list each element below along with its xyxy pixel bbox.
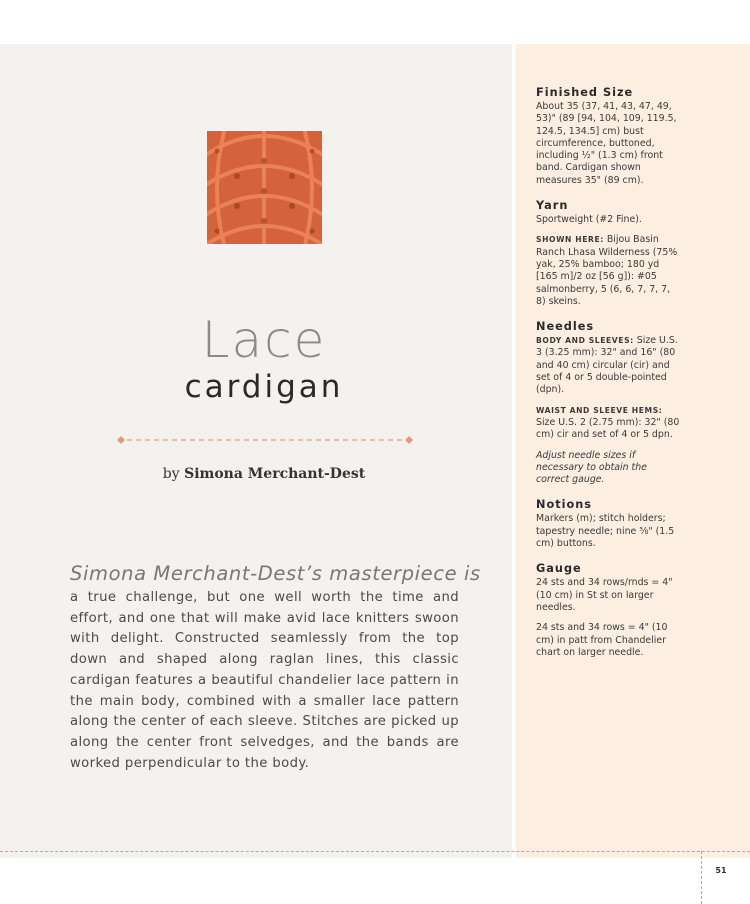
yarn-shown-label: SHOWN HERE: <box>536 235 604 245</box>
yarn-shown-here <box>536 234 682 308</box>
divider-diamond-right <box>405 436 413 444</box>
needles-text-2: Size U.S. 2 (2.75 mm): 32" (80 cm) cir and set of 4 or 5 dpn. <box>536 416 680 441</box>
yarn-section <box>536 199 682 308</box>
page-number: 51 <box>715 866 727 875</box>
gauge-text-2: 24 sts and 34 rows = 4" (10 cm) in patt from Chandelier chart on larger needle. <box>536 622 668 658</box>
needles-label-2: WAIST AND SLEEVE HEMS: <box>536 405 663 415</box>
needles-section <box>536 320 682 486</box>
notions-section <box>536 498 682 550</box>
title-lace: Lace <box>201 311 327 369</box>
footer-dashed-vertical <box>701 851 703 904</box>
gauge-section <box>536 562 682 659</box>
footer-dashed-line <box>0 851 750 853</box>
divider-diamond-left <box>117 436 125 444</box>
yarn-text: Sportweight (#2 Fine). <box>536 214 642 226</box>
lace-swatch-image <box>207 131 322 244</box>
needles-waist-hems <box>536 405 682 442</box>
finished-size-section <box>536 86 682 187</box>
finished-size-text: About 35 (37, 41, 43, 47, 49, 53)" (89 [94, 104, 109, 119.5, 124.5, 134.5] cm) bust circumference, buttoned, including ½" (1.3 cm) front band. Cardigan shown measures 35" (89 cm). <box>536 101 677 186</box>
gauge-title: Gauge <box>536 562 582 576</box>
yarn-title: Yarn <box>536 199 569 213</box>
needles-note: Adjust needle sizes if necessary to obtain the correct gauge. <box>536 449 647 486</box>
gauge-text-1: 24 sts and 34 rows/rnds = 4" (10 cm) in St st on larger needles. <box>536 577 673 613</box>
needles-body-sleeves <box>536 335 682 396</box>
notions-title: Notions <box>536 498 593 512</box>
dashed-divider <box>115 434 415 446</box>
title-cardigan: cardigan <box>184 369 344 405</box>
needles-title: Needles <box>536 320 595 334</box>
intro-paragraph <box>70 560 481 774</box>
specs-content <box>536 86 682 671</box>
notions-text: Markers (m); stitch holders; tapestry needle; nine ⅝" (1.5 cm) buttons. <box>536 513 675 550</box>
needles-label-1: BODY AND SLEEVES: <box>536 336 634 346</box>
byline <box>0 466 528 482</box>
intro-body: a true challenge, but one well worth the time and effort, and one that will make avid lace knitters swoon with delight. Constructed seamlessly from the top down and shaped along raglan lines, this classic cardigan features a beautiful chandelier lace pattern in the main body, combined with a smaller lace pattern along the center of each sleeve. Stitches are picked up along the center front selvedges, and the bands are worked perpendicular to the body. <box>70 590 459 771</box>
byline-author: Simona Merchant-Dest <box>184 466 366 482</box>
yarn-shown-text: Bijou Basin Ranch Lhasa Wilderness (75% yak, 25% bamboo; 180 yd [165 m]/2 oz [56 g]): #05 salmonberry, 5 (6, 6, 7, 7, 7, 8) skeins. <box>536 234 678 307</box>
needles-text-1: Size U.S. 3 (3.25 mm): 32" and 16" (80 and 40 cm) circular (cir) and set of 4 or 5 double-pointed (dpn). <box>536 335 678 396</box>
byline-prefix: by <box>162 466 180 482</box>
intro-lead: Simona Merchant-Dest’s masterpiece is <box>70 562 481 585</box>
finished-size-title: Finished Size <box>536 86 634 99</box>
